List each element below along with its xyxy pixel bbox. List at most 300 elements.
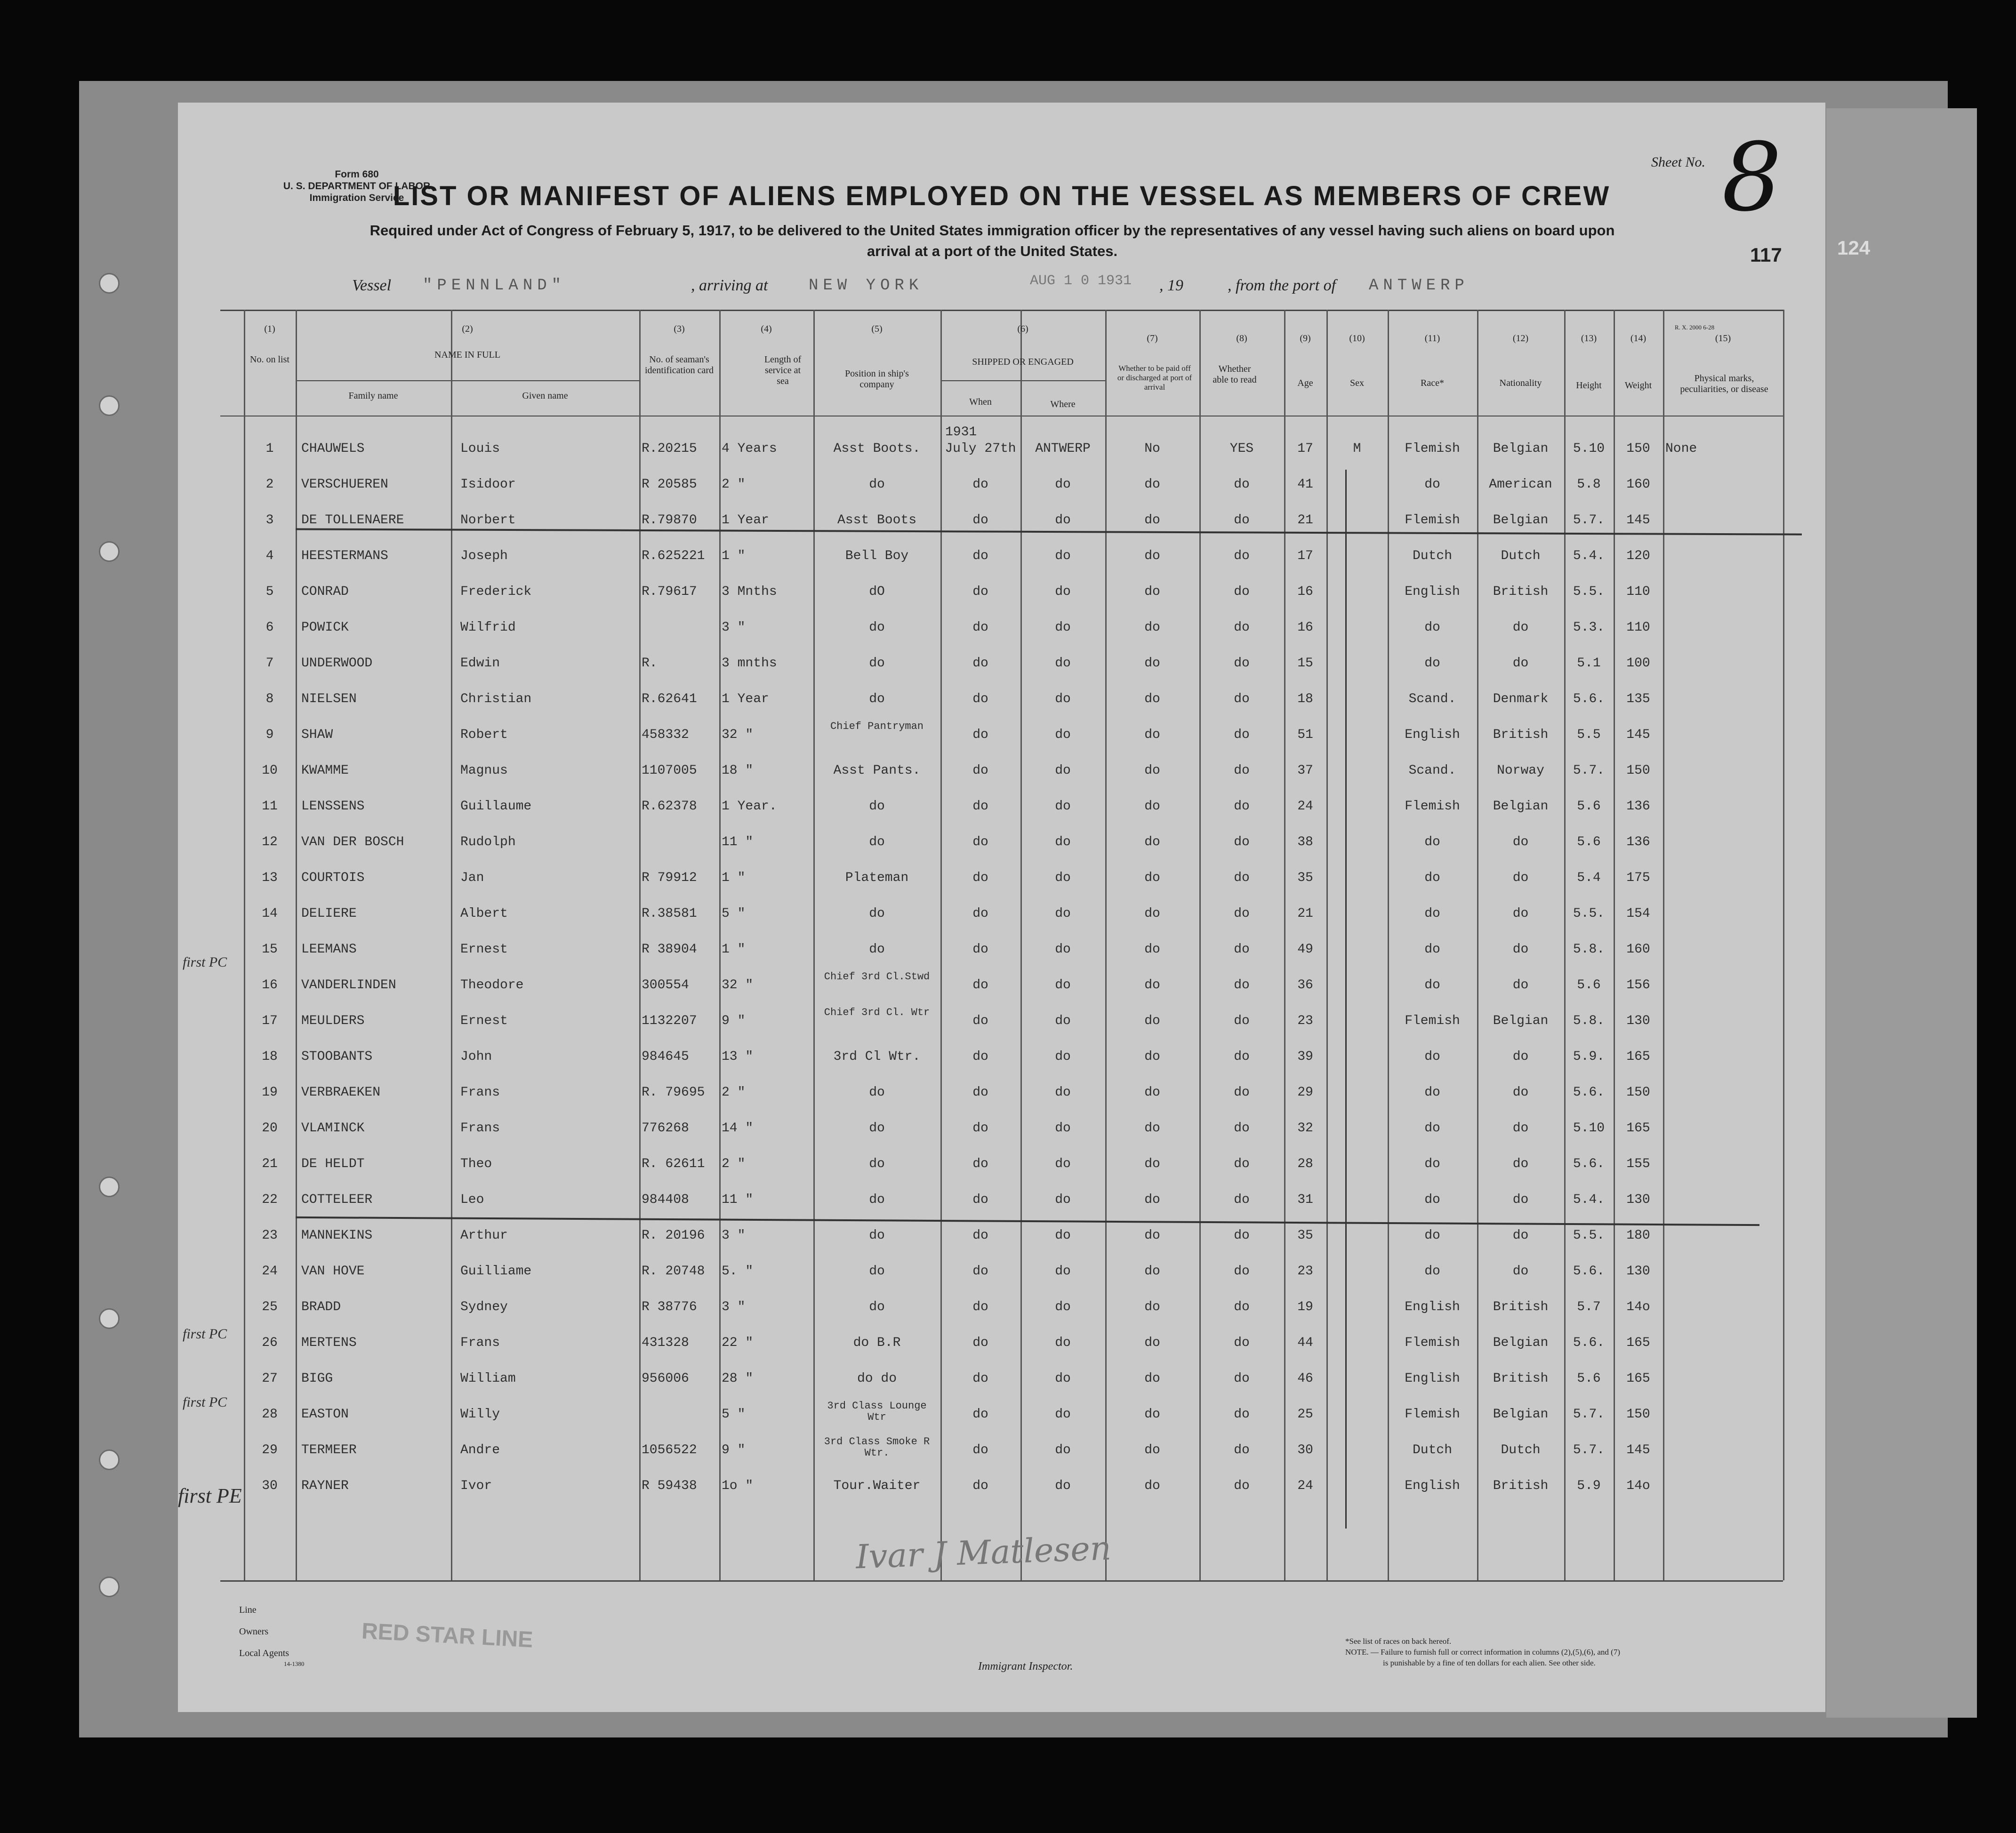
cell-where: do (1055, 1014, 1071, 1028)
cell-when: do (972, 692, 988, 706)
table-bottom-rule (220, 1580, 1783, 1582)
cell-card: 984408 (642, 1193, 689, 1207)
cell-age: 41 (1297, 477, 1313, 492)
cell-weight: 145 (1626, 1443, 1650, 1457)
cell-race: Flemish (1405, 1014, 1460, 1028)
cell-read: do (1234, 620, 1250, 635)
col12-num: (12) (1512, 333, 1529, 344)
cell-nat: Belgian (1493, 1407, 1549, 1422)
cell-weight: 110 (1626, 620, 1650, 635)
cell-height: 5.7. (1573, 1443, 1605, 1457)
cell-read: do (1234, 763, 1250, 778)
cell-position: do (869, 906, 885, 921)
cell-race: do (1424, 1049, 1440, 1064)
cell-paid: do (1144, 1443, 1160, 1457)
cell-no: 15 (262, 942, 278, 957)
cell-when: do (972, 942, 988, 957)
cell-nat: Denmark (1493, 692, 1549, 706)
cell-position: Chief 3rd Cl. Wtr (824, 1007, 930, 1018)
row-3-strikethrough (296, 528, 1802, 535)
cell-weight: 155 (1626, 1157, 1650, 1171)
cell-card: R.20215 (642, 441, 697, 456)
cell-service: 1 " (722, 549, 746, 563)
cell-family: UNDERWOOD (301, 656, 373, 671)
cell-weight: 154 (1626, 906, 1650, 921)
col13-num: (13) (1581, 333, 1597, 344)
cell-where: do (1055, 1157, 1071, 1171)
cell-race: Flemish (1405, 513, 1460, 528)
manifest-page (178, 103, 1871, 1712)
col14-num: (14) (1630, 333, 1647, 344)
col1-num: (1) (264, 324, 275, 334)
sheet-number: 8 (1722, 123, 1782, 232)
cell-age: 28 (1297, 1157, 1313, 1171)
cell-when: do (972, 1264, 988, 1279)
cell-paid: do (1144, 1228, 1160, 1243)
col6b-header: Where (1050, 399, 1076, 409)
cell-card: R. 79695 (642, 1085, 705, 1100)
cell-weight: 145 (1626, 728, 1650, 742)
cell-given: Theodore (460, 978, 524, 993)
cell-given: Sydney (460, 1300, 508, 1314)
cell-read: do (1234, 728, 1250, 742)
cell-service: 9 " (722, 1014, 746, 1028)
cell-card: R.625221 (642, 549, 705, 563)
cell-race: do (1424, 656, 1440, 671)
binder-hole (99, 395, 120, 416)
departure-port: ANTWERP (1369, 277, 1469, 295)
cell-given: Ernest (460, 942, 508, 957)
cell-service: 3 Mnths (722, 584, 777, 599)
cell-when: do (972, 620, 988, 635)
cell-height: 5.1 (1577, 656, 1601, 671)
cell-age: 23 (1297, 1264, 1313, 1279)
cell-given: Jan (460, 871, 484, 885)
cell-where: do (1055, 942, 1071, 957)
cell-service: 5 " (722, 906, 746, 921)
cell-race: English (1405, 728, 1460, 742)
cell-read: do (1234, 1371, 1250, 1386)
cell-where: do (1055, 1371, 1071, 1386)
note-1: *See list of races on back hereof. (1345, 1637, 1452, 1646)
cell-paid: do (1144, 584, 1160, 599)
cell-service: 11 " (722, 835, 754, 849)
cell-card: 1107005 (642, 763, 697, 778)
cell-given: Andre (460, 1443, 500, 1457)
cell-no: 12 (262, 835, 278, 849)
cell-no: 29 (262, 1443, 278, 1457)
cell-service: 14 " (722, 1121, 754, 1136)
col11-header: Race* (1421, 378, 1444, 388)
cell-no: 8 (265, 692, 274, 706)
cell-service: 1 " (722, 871, 746, 885)
cell-where: do (1055, 871, 1071, 885)
cell-paid: do (1144, 1300, 1160, 1314)
cell-no: 2 (265, 477, 274, 492)
cell-when: do (972, 871, 988, 885)
cell-family: EASTON (301, 1407, 349, 1422)
cell-nat: do (1512, 871, 1529, 885)
cell-service: 13 " (722, 1049, 754, 1064)
cell-where: do (1055, 1049, 1071, 1064)
cell-family: COURTOIS (301, 871, 365, 885)
cell-paid: do (1144, 728, 1160, 742)
cell-service: 3 " (722, 620, 746, 635)
cell-no: 16 (262, 978, 278, 993)
cell-weight: 130 (1626, 1264, 1650, 1279)
cell-position: Chief 3rd Cl.Stwd (824, 971, 930, 983)
cell-age: 23 (1297, 1014, 1313, 1028)
cell-race: do (1424, 1264, 1440, 1279)
cell-race: Flemish (1405, 441, 1460, 456)
cell-when: do (972, 978, 988, 993)
cell-height: 5.7. (1573, 1407, 1605, 1422)
from-label: , from the port of (1228, 277, 1336, 294)
cell-family: DELIERE (301, 906, 357, 921)
cell-paid: do (1144, 1479, 1160, 1493)
vessel-label: Vessel (352, 277, 392, 294)
cell-family: RAYNER (301, 1479, 349, 1493)
cell-position: do (869, 656, 885, 671)
cell-race: English (1405, 584, 1460, 599)
cell-no: 11 (262, 799, 278, 814)
cell-nat: do (1512, 835, 1529, 849)
vessel-line (178, 273, 1825, 305)
cell-height: 5.3. (1573, 620, 1605, 635)
cell-family: MANNEKINS (301, 1228, 373, 1243)
cell-no: 1 (265, 441, 274, 456)
cell-nat: do (1512, 1157, 1529, 1171)
cell-nat: do (1512, 1264, 1529, 1279)
cell-card: R. 62611 (642, 1157, 705, 1171)
cell-given: Louis (460, 441, 500, 456)
cell-when: do (972, 1121, 988, 1136)
arriving-label: , arriving at (691, 277, 768, 294)
cell-family: DE HELDT (301, 1157, 365, 1171)
cell-service: 3 mnths (722, 656, 777, 671)
cell-given: William (460, 1371, 516, 1386)
cell-age: 46 (1297, 1371, 1313, 1386)
cell-paid: do (1144, 477, 1160, 492)
cell-service: 1 Year. (722, 799, 777, 814)
cell-family: DE TOLLENAERE (301, 513, 404, 528)
cell-paid: do (1144, 1014, 1160, 1028)
cell-read: do (1234, 1121, 1250, 1136)
cell-read: do (1234, 835, 1250, 849)
cell-race: do (1424, 835, 1440, 849)
cell-weight: 135 (1626, 692, 1650, 706)
cell-height: 5.8. (1573, 942, 1605, 957)
col6a-header: When (969, 397, 992, 407)
cell-card: R 59438 (642, 1479, 697, 1493)
cell-position: Asst Pants. (833, 763, 921, 778)
cell-height: 5.5 (1577, 728, 1601, 742)
cell-no: 9 (265, 728, 274, 742)
cell-paid: do (1144, 1407, 1160, 1422)
cell-height: 5.6 (1577, 799, 1601, 814)
cell-height: 5.4 (1577, 871, 1601, 885)
margin-note: first PC (183, 954, 227, 970)
cell-given: Christian (460, 692, 532, 706)
cell-height: 5.6. (1573, 1085, 1605, 1100)
cell-family: SHAW (301, 728, 333, 742)
cell-race: English (1405, 1479, 1460, 1493)
cell-age: 21 (1297, 906, 1313, 921)
cell-nat: Belgian (1493, 799, 1549, 814)
cell-card: 300554 (642, 978, 689, 993)
cell-height: 5.5. (1573, 1228, 1605, 1243)
cell-no: 26 (262, 1336, 278, 1350)
cell-weight: 14o (1626, 1300, 1650, 1314)
cell-family: KWAMME (301, 763, 349, 778)
cell-position: do do (857, 1371, 897, 1386)
cell-given: Wilfrid (460, 620, 516, 635)
margin-note: first PC (183, 1326, 227, 1342)
cell-where: do (1055, 1193, 1071, 1207)
cell-height: 5.6 (1577, 835, 1601, 849)
cell-read: do (1234, 871, 1250, 885)
cell-age: 49 (1297, 942, 1313, 957)
cell-height: 5.6 (1577, 978, 1601, 993)
cell-nat: Belgian (1493, 513, 1549, 528)
cell-age: 32 (1297, 1121, 1313, 1136)
cell-card: 984645 (642, 1049, 689, 1064)
cell-family: CHAUWELS (301, 441, 365, 456)
cell-position: 3rd Class Smoke R Wtr. (824, 1436, 930, 1459)
cell-service: 18 " (722, 763, 754, 778)
cell-where: do (1055, 477, 1071, 492)
cell-given: Ernest (460, 1014, 508, 1028)
cell-position: dO (869, 584, 885, 599)
col5-header: Position in ship's company (845, 368, 909, 390)
binder-holes (85, 141, 151, 1694)
cell-height: 5.4. (1573, 1193, 1605, 1207)
cell-nat: Dutch (1501, 1443, 1541, 1457)
cell-race: do (1424, 620, 1440, 635)
cell-paid: do (1144, 1085, 1160, 1100)
cell-race: Flemish (1405, 1407, 1460, 1422)
cell-service: 5. " (722, 1264, 754, 1279)
cell-no: 4 (265, 549, 274, 563)
col7-header: Whether to be paid off or discharged at port of arrival (1117, 364, 1192, 392)
cell-given: Guillaume (460, 799, 532, 814)
cell-card: R 79912 (642, 871, 697, 885)
cell-read: do (1234, 513, 1250, 528)
cell-marks: None (1665, 441, 1697, 456)
cell-nat: do (1512, 978, 1529, 993)
cell-paid: do (1144, 835, 1160, 849)
shipped-subheader-rule (940, 380, 1105, 381)
cell-height: 5.6. (1573, 692, 1605, 706)
cell-service: 32 " (722, 728, 754, 742)
col15-header: Physical marks, peculiarities, or disease (1680, 373, 1768, 394)
cell-family: MEULDERS (301, 1014, 365, 1028)
cell-age: 21 (1297, 513, 1313, 528)
cell-given: Magnus (460, 763, 508, 778)
cell-age: 30 (1297, 1443, 1313, 1457)
cell-race: Flemish (1405, 1336, 1460, 1350)
cell-height: 5.5. (1573, 906, 1605, 921)
cell-family: BIGG (301, 1371, 333, 1386)
cell-position: do (869, 1264, 885, 1279)
col2b-header: Given name (522, 391, 568, 401)
cell-sex: M (1353, 441, 1361, 456)
cell-nat: American (1489, 477, 1552, 492)
subtitle-line-2: arrival at a port of the United States. (867, 243, 1118, 259)
cell-nat: British (1493, 1371, 1549, 1386)
cell-family: LEEMANS (301, 942, 357, 957)
cell-race: Dutch (1412, 549, 1452, 563)
cell-read: do (1234, 1049, 1250, 1064)
year-label: , 19 (1159, 277, 1183, 294)
cell-weight: 130 (1626, 1193, 1650, 1207)
cell-read: do (1234, 1085, 1250, 1100)
cell-no: 7 (265, 656, 274, 671)
cell-height: 5.8 (1577, 477, 1601, 492)
cell-family: VAN HOVE (301, 1264, 365, 1279)
cell-weight: 150 (1626, 763, 1650, 778)
cell-no: 30 (262, 1479, 278, 1493)
cell-family: NIELSEN (301, 692, 357, 706)
binder-hole (99, 1577, 120, 1597)
cell-when: do (972, 1085, 988, 1100)
cell-paid: do (1144, 1121, 1160, 1136)
cell-age: 31 (1297, 1193, 1313, 1207)
cell-race: do (1424, 906, 1440, 921)
cell-no: 18 (262, 1049, 278, 1064)
cell-height: 5.8. (1573, 1014, 1605, 1028)
cell-service: 3 " (722, 1228, 746, 1243)
cell-when: do (972, 1371, 988, 1386)
cell-race: Scand. (1408, 763, 1456, 778)
cell-where: do (1055, 1264, 1071, 1279)
column-rule (639, 310, 641, 1580)
col4-num: (4) (761, 324, 772, 334)
cell-race: English (1405, 1300, 1460, 1314)
cell-no: 27 (262, 1371, 278, 1386)
cell-card: 776268 (642, 1121, 689, 1136)
cell-weight: 165 (1626, 1121, 1650, 1136)
cell-when: do (972, 835, 988, 849)
cell-when: do (972, 1300, 988, 1314)
cell-age: 35 (1297, 871, 1313, 885)
cell-nat: Dutch (1501, 549, 1541, 563)
cell-position: Asst Boots (837, 513, 917, 528)
cell-weight: 150 (1626, 1085, 1650, 1100)
cell-given: Theo (460, 1157, 492, 1171)
cell-nat: do (1512, 656, 1529, 671)
cell-nat: do (1512, 906, 1529, 921)
cell-family: CONRAD (301, 584, 349, 599)
cell-given: Edwin (460, 656, 500, 671)
cell-family: VERBRAEKEN (301, 1085, 381, 1100)
cell-family: MERTENS (301, 1336, 357, 1350)
col11-num: (11) (1424, 333, 1440, 344)
col12-header: Nationality (1499, 378, 1542, 388)
owners-label: Owners (239, 1626, 269, 1637)
cell-weight: 150 (1626, 1407, 1650, 1422)
cell-height: 5.6. (1573, 1264, 1605, 1279)
cell-height: 5.7. (1573, 763, 1605, 778)
cell-position: Plateman (845, 871, 909, 885)
cell-paid: do (1144, 692, 1160, 706)
row-22-strikethrough (296, 1217, 1759, 1226)
cell-card: R 20585 (642, 477, 697, 492)
cell-card: R.79617 (642, 584, 697, 599)
cell-age: 29 (1297, 1085, 1313, 1100)
col8-header: Whether able to read (1213, 364, 1257, 385)
cell-read: do (1234, 1014, 1250, 1028)
form-code: R. X. 2000 6-28 (1675, 324, 1715, 331)
cell-given: Leo (460, 1193, 484, 1207)
cell-nat: do (1512, 942, 1529, 957)
cell-no: 13 (262, 871, 278, 885)
cell-paid: do (1144, 763, 1160, 778)
cell-paid: do (1144, 656, 1160, 671)
cell-age: 25 (1297, 1407, 1313, 1422)
cell-when: July 27th (945, 441, 1016, 456)
cell-age: 44 (1297, 1336, 1313, 1350)
cell-age: 24 (1297, 799, 1313, 814)
cell-paid: do (1144, 620, 1160, 635)
page-number: 117 (1750, 244, 1782, 266)
cell-where: do (1055, 1085, 1071, 1100)
cell-when: do (972, 906, 988, 921)
cell-given: Frans (460, 1085, 500, 1100)
cell-family: LENSSENS (301, 799, 365, 814)
cell-weight: 136 (1626, 835, 1650, 849)
cell-when: do (972, 656, 988, 671)
col3-header: No. of seaman's identification card (644, 354, 714, 376)
cell-family: POWICK (301, 620, 349, 635)
cell-no: 17 (262, 1014, 278, 1028)
cell-age: 39 (1297, 1049, 1313, 1064)
cell-given: Albert (460, 906, 508, 921)
cell-service: 3 " (722, 1300, 746, 1314)
cell-height: 5.6. (1573, 1157, 1605, 1171)
cell-read: do (1234, 692, 1250, 706)
cell-when: do (972, 1049, 988, 1064)
cell-read: do (1234, 942, 1250, 957)
col10-header: Sex (1350, 378, 1364, 388)
cell-height: 5.6 (1577, 1371, 1601, 1386)
cell-nat: do (1512, 1085, 1529, 1100)
binder-hole (99, 1177, 120, 1197)
cell-race: English (1405, 1371, 1460, 1386)
cell-height: 5.7. (1573, 513, 1605, 528)
cell-race: do (1424, 477, 1440, 492)
cell-race: Scand. (1408, 692, 1456, 706)
cell-paid: do (1144, 513, 1160, 528)
cell-given: Robert (460, 728, 508, 742)
cell-position: do (869, 692, 885, 706)
cell-where: do (1055, 835, 1071, 849)
cell-nat: British (1493, 1479, 1549, 1493)
cell-when: do (972, 513, 988, 528)
col13-header: Height (1576, 380, 1602, 391)
cell-paid: do (1144, 978, 1160, 993)
cell-paid: do (1144, 799, 1160, 814)
cell-weight: 120 (1626, 549, 1650, 563)
cell-read: do (1234, 1228, 1250, 1243)
cell-where: do (1055, 799, 1071, 814)
cell-service: 32 " (722, 978, 754, 993)
cell-paid: do (1144, 549, 1160, 563)
cell-position: do (869, 1193, 885, 1207)
cell-where: do (1055, 1479, 1071, 1493)
cell-service: 1o " (722, 1479, 754, 1493)
cell-nat: Belgian (1493, 1336, 1549, 1350)
